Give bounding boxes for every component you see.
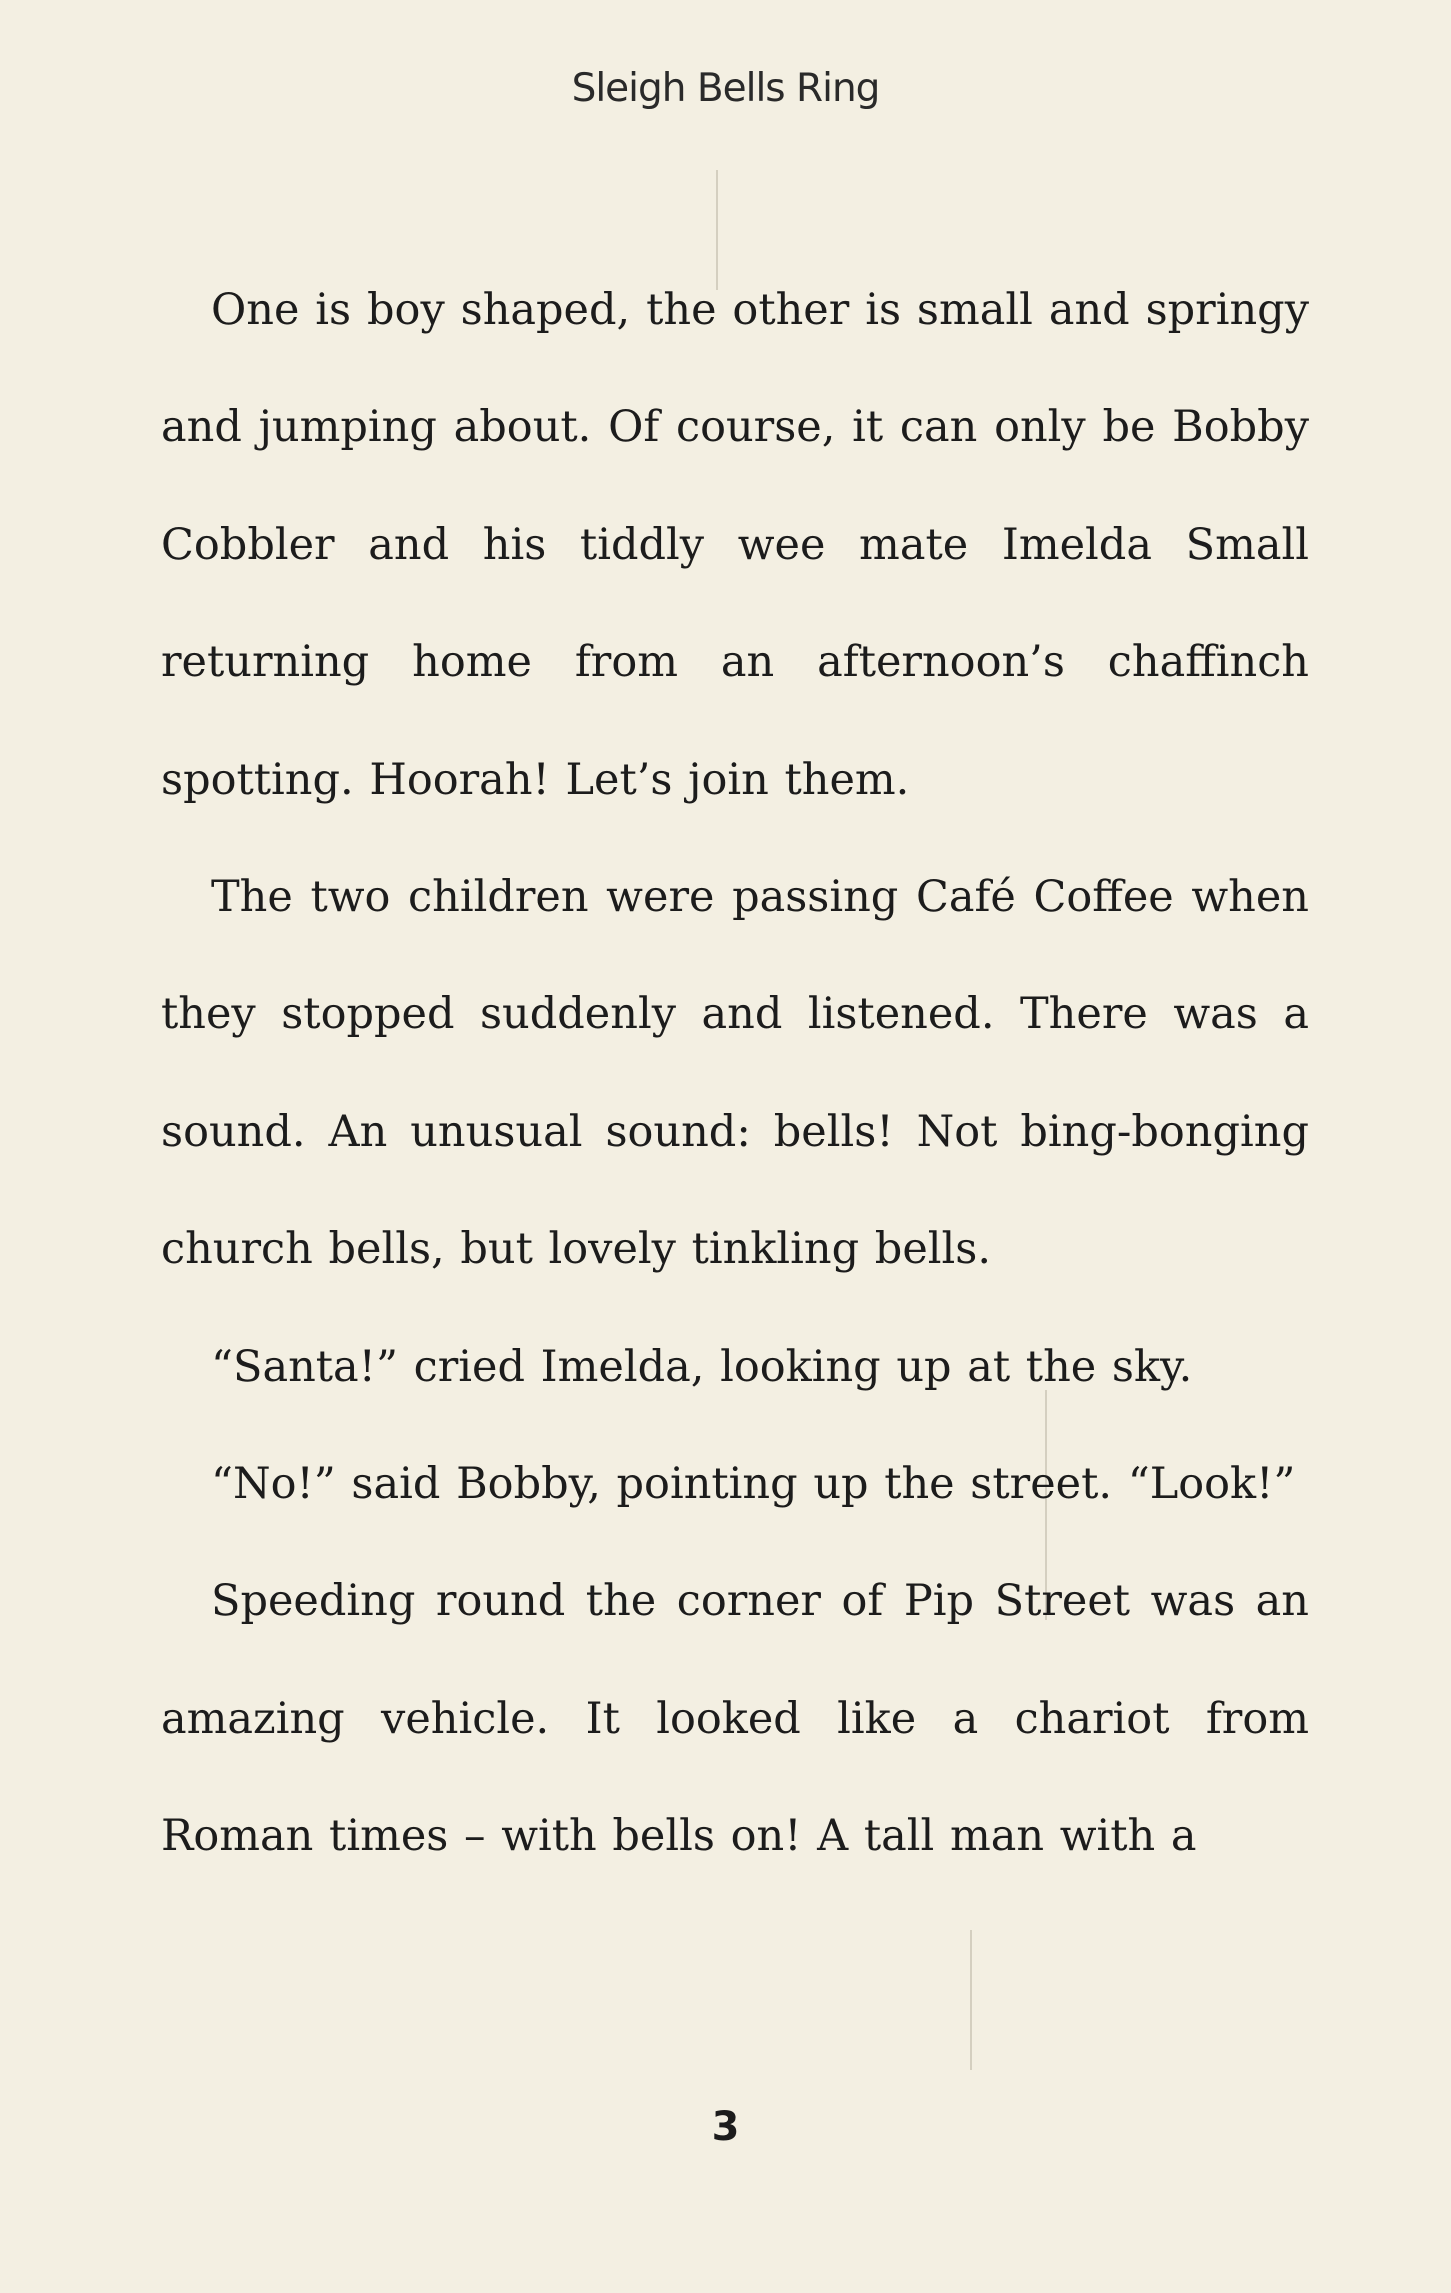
page-number: 3 [711,2104,740,2150]
paragraph: “No!” said Bobby, pointing up the street. “Look!” [211,1459,1296,1510]
paragraph: Speeding round the corner of Pip Street was an amazing vehicle. It looked like a chariot from Roman times – with bells on! A tall man with a [161,1576,1309,1862]
body-text [161,252,1309,1896]
paragraph: The two children were passing Café Coffee when they stopped suddenly and listened. There was a sound. An unusual sound: bells! Not bing-bonging church bells, but lovely tinkling bells. [161,872,1309,1275]
paper-scratch-mark [970,1930,972,2070]
paragraph: One is boy shaped, the other is small and springy and jumping about. Of course, it can only be Bobby Cobbler and his tiddly wee mate Imelda Small returning home from an afternoon’s chaffinch spotting. Hoorah! Let’s join them. [161,285,1309,805]
paragraph: “Santa!” cried Imelda, looking up at the sky. [211,1341,1193,1392]
running-head: Sleigh Bells Ring [571,66,880,111]
